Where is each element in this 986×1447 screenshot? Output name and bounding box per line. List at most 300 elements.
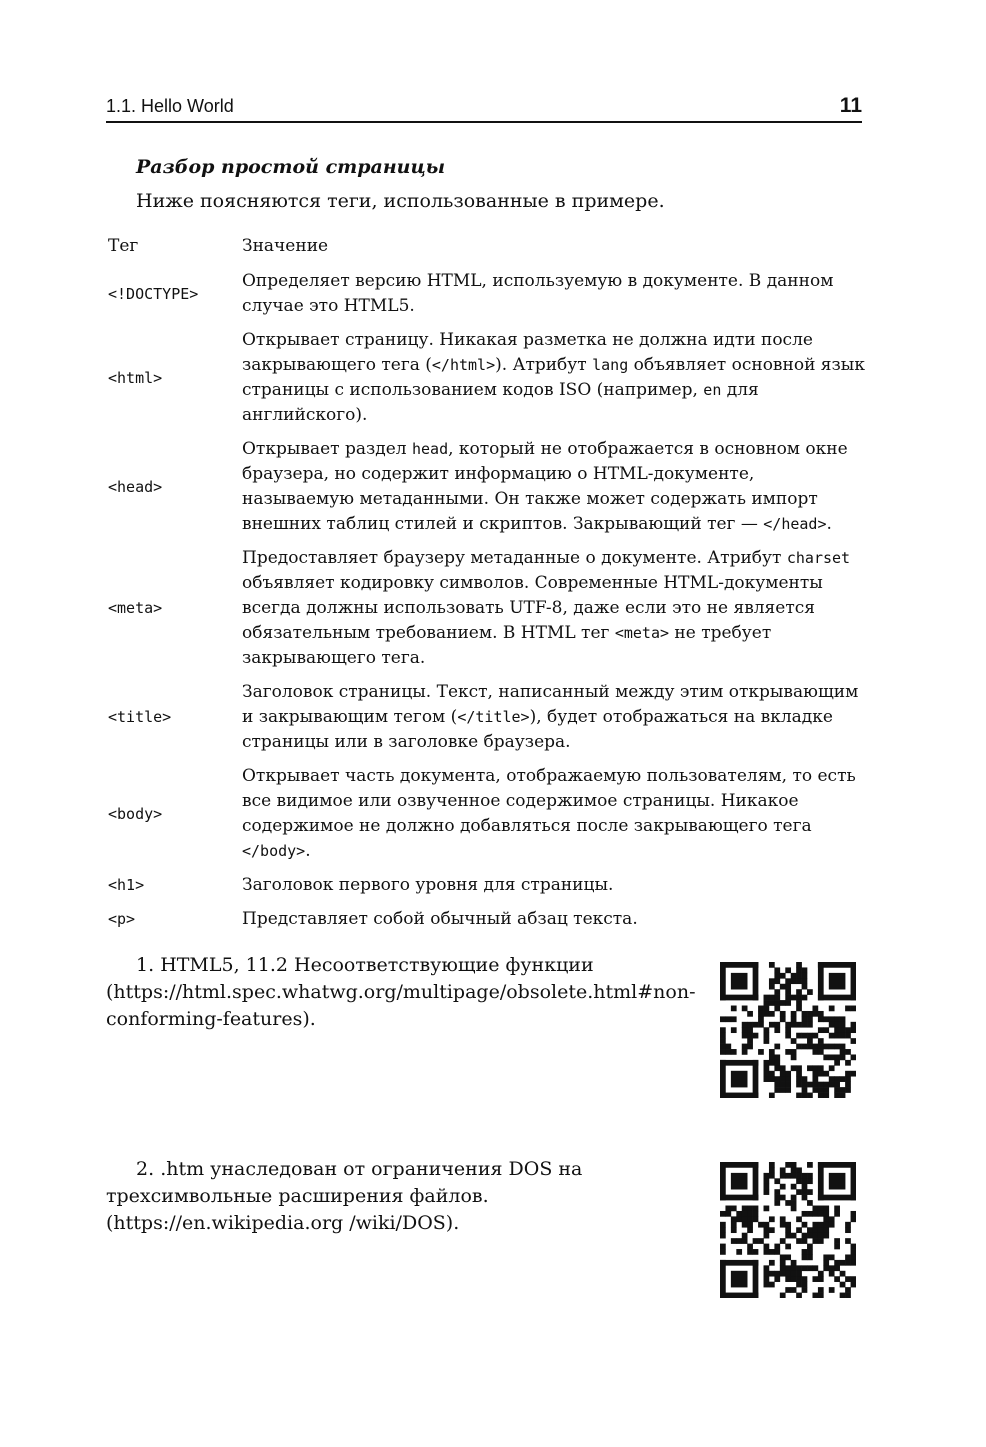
tag-description <box>242 680 868 764</box>
inline-code: charset <box>786 549 851 567</box>
qr-module <box>753 1249 759 1255</box>
qr-module <box>780 1071 786 1077</box>
qr-module <box>845 1276 851 1282</box>
qr-module <box>747 1211 753 1217</box>
qr-module <box>834 1276 840 1282</box>
qr-module <box>796 1178 802 1184</box>
qr-module <box>818 962 824 1000</box>
description-text: ). Атрибут <box>495 355 593 375</box>
description-text: Определяет версию HTML, используемую в документе. В данном случае это HTML5. <box>242 271 834 316</box>
qr-module <box>791 1276 797 1282</box>
qr-module <box>742 1027 748 1033</box>
qr-module <box>802 1093 808 1098</box>
footnote-text: HTML5, 11.2 Несоответствующие функции (https://html.spec.whatwg.org/multipage/obsolete.html#non-conforming-features). <box>106 954 696 1030</box>
qr-module <box>742 1233 748 1239</box>
qr-module <box>796 1189 802 1195</box>
qr-module <box>812 1222 818 1228</box>
qr-module <box>747 1022 753 1028</box>
qr-module <box>747 1227 753 1233</box>
qr-module <box>720 1293 758 1298</box>
qr-module <box>791 973 797 979</box>
qr-module <box>731 1271 748 1288</box>
qr-module <box>785 1222 791 1228</box>
qr-module <box>802 1189 808 1195</box>
qr-module <box>758 1222 764 1228</box>
qr-module <box>725 1206 731 1212</box>
description-text: Открывает раздел <box>242 439 412 459</box>
qr-module <box>823 1254 829 1260</box>
qr-module <box>851 962 856 1000</box>
qr-module <box>753 1238 759 1244</box>
qr-module <box>834 1244 840 1250</box>
section-intro: Ниже поясняются теги, использованные в примере. <box>136 190 665 212</box>
tag-description <box>242 437 868 546</box>
qr-module <box>812 1006 818 1012</box>
qr-module <box>851 1071 856 1077</box>
qr-module <box>731 1016 737 1022</box>
qr-module <box>845 1033 851 1039</box>
qr-module <box>785 984 791 990</box>
qr-module <box>818 1287 824 1293</box>
qr-module <box>812 1276 818 1282</box>
qr-module <box>823 1071 829 1077</box>
qr-module <box>818 1093 824 1098</box>
qr-module <box>818 1211 824 1217</box>
qr-module <box>791 1065 797 1071</box>
qr-module <box>796 1044 802 1050</box>
qr-module <box>829 1033 835 1039</box>
description-text: объявляет кодировку символов. Современные HTML-документы всегда должны использовать UTF-8, даже если это не является обязательным требованием. В HTML тег <box>242 573 823 643</box>
qr-module <box>780 1167 786 1173</box>
qr-module <box>802 1222 808 1228</box>
qr-module <box>796 962 802 968</box>
qr-module <box>791 1038 797 1044</box>
qr-module <box>818 1206 824 1212</box>
qr-module <box>802 1238 808 1244</box>
tag-table <box>108 234 868 941</box>
qr-module <box>785 1000 791 1006</box>
qr-module <box>823 1206 829 1212</box>
footnote-1 <box>106 952 696 1033</box>
qr-module <box>758 1049 764 1055</box>
qr-module <box>780 973 786 979</box>
qr-module <box>774 1276 780 1282</box>
qr-module <box>796 967 802 973</box>
qr-module <box>731 1173 748 1190</box>
qr-module <box>769 1173 775 1179</box>
qr-module <box>791 1167 797 1173</box>
qr-module <box>780 1184 786 1190</box>
tag-name: <title> <box>108 708 172 726</box>
qr-module <box>818 1087 824 1093</box>
qr-module <box>807 1065 813 1071</box>
qr-module <box>747 1038 753 1044</box>
inline-code: <meta> <box>614 624 670 642</box>
qr-module <box>818 1065 824 1071</box>
qr-module <box>829 1016 835 1022</box>
qr-module <box>731 973 748 990</box>
qr-module <box>747 1206 753 1212</box>
description-text: Представляет собой обычный абзац текста. <box>242 909 638 929</box>
qr-module <box>774 1027 780 1033</box>
qr-module <box>851 1006 856 1012</box>
qr-module <box>764 1222 770 1228</box>
qr-module <box>785 1162 791 1168</box>
qr-module <box>807 1244 813 1250</box>
qr-module <box>818 1071 824 1077</box>
qr-module <box>818 1238 824 1244</box>
section-title: Разбор простой страницы <box>136 156 446 178</box>
qr-module <box>785 1287 791 1293</box>
qr-module <box>747 1249 753 1255</box>
qr-module <box>785 1227 791 1233</box>
qr-module <box>823 1087 829 1093</box>
qr-module <box>807 1189 813 1195</box>
qr-module <box>834 1211 840 1217</box>
qr-module <box>796 1093 802 1098</box>
qr-module <box>769 1076 775 1082</box>
footnote-text: .htm унаследован от ограничения DOS на трехсимвольные расширения файлов. (https://en.wikipedia.org /wiki/DOS). <box>106 1158 583 1234</box>
qr-module <box>774 1087 780 1093</box>
qr-module <box>802 1044 808 1050</box>
qr-module <box>780 1000 786 1006</box>
tag-description <box>242 873 868 907</box>
qr-module <box>785 1027 791 1033</box>
qr-module <box>796 1282 802 1288</box>
qr-module <box>823 1265 829 1271</box>
qr-module <box>802 1195 808 1201</box>
qr-module <box>812 1293 818 1298</box>
qr-module <box>851 1244 856 1250</box>
qr-module <box>720 995 758 1001</box>
qr-module <box>796 1173 802 1179</box>
qr-module <box>807 1162 813 1168</box>
qr-module <box>764 1076 770 1082</box>
qr-module <box>791 1287 797 1293</box>
qr-module <box>834 1027 840 1033</box>
qr-module <box>720 1016 726 1022</box>
qr-module <box>774 1000 780 1006</box>
qr-module <box>769 984 775 990</box>
qr-module <box>720 1033 726 1039</box>
qr-module <box>720 1211 726 1217</box>
qr-module <box>791 1184 797 1190</box>
qr-module <box>769 1093 775 1098</box>
qr-module <box>774 995 780 1001</box>
description-text: не требует закрывающего тега. <box>242 623 772 668</box>
qr-module <box>764 1184 770 1190</box>
qr-module <box>785 1200 791 1206</box>
qr-module <box>829 1222 835 1228</box>
qr-module <box>764 1173 770 1179</box>
qr-module <box>769 995 775 1001</box>
running-header <box>106 94 862 123</box>
qr-module <box>796 1265 802 1271</box>
qr-module <box>840 1271 846 1277</box>
qr-module <box>764 1206 770 1212</box>
qr-module <box>796 1271 802 1277</box>
qr-module <box>851 1282 856 1288</box>
qr-module <box>720 1027 726 1033</box>
inline-code: lang <box>592 356 629 374</box>
qr-module <box>785 989 791 995</box>
qr-module <box>774 1022 780 1028</box>
qr-module <box>834 1082 840 1088</box>
qr-module <box>812 1211 818 1217</box>
qr-module <box>791 1195 797 1201</box>
qr-module <box>774 967 780 973</box>
qr-module <box>802 984 808 990</box>
qr-module <box>845 1006 851 1012</box>
inline-code: </html> <box>431 356 496 374</box>
qr-module <box>720 1195 758 1201</box>
chapter-title: 1.1. Hello World <box>106 96 234 116</box>
qr-module <box>807 1016 813 1022</box>
qr-module <box>812 1082 818 1088</box>
qr-module <box>823 1054 829 1060</box>
tag-name: <h1> <box>108 876 145 894</box>
description-text: ), будет отображаться на вкладке страницы или в заголовке браузера. <box>242 707 833 752</box>
qr-module <box>780 1254 786 1260</box>
qr-module <box>796 1276 802 1282</box>
qr-module <box>840 1016 846 1022</box>
qr-module <box>758 1022 764 1028</box>
qr-module <box>812 1065 818 1071</box>
qr-module <box>834 1093 840 1098</box>
qr-module <box>742 1238 748 1244</box>
tag-name: <p> <box>108 910 136 928</box>
qr-module <box>845 1287 851 1293</box>
qr-module <box>818 1027 824 1033</box>
qr-module <box>764 1178 770 1184</box>
qr-module <box>742 1216 748 1222</box>
qr-module <box>829 1254 835 1260</box>
qr-module <box>851 1054 856 1060</box>
qr-module <box>764 1189 770 1195</box>
inline-code: </head> <box>763 515 827 533</box>
column-header-tag: Тег <box>108 236 139 256</box>
qr-module <box>796 1000 802 1006</box>
qr-module <box>720 1060 726 1098</box>
qr-module <box>807 1082 813 1088</box>
qr-module <box>818 1233 824 1239</box>
qr-module <box>802 1082 808 1088</box>
qr-module <box>818 1049 824 1055</box>
qr-module <box>845 1027 851 1033</box>
qr-module <box>802 1033 808 1039</box>
qr-module <box>769 1054 775 1060</box>
qr-module <box>840 1022 846 1028</box>
qr-module <box>840 1044 846 1050</box>
qr-module <box>840 1293 846 1298</box>
qr-module <box>720 1044 726 1050</box>
qr-module <box>769 1260 775 1266</box>
qr-module <box>802 1011 808 1017</box>
qr-module <box>785 995 791 1001</box>
qr-module <box>829 973 846 990</box>
qr-module <box>725 1016 731 1022</box>
qr-module <box>796 1293 802 1298</box>
qr-module <box>812 1071 818 1077</box>
table-row <box>108 680 868 764</box>
qr-module <box>774 1076 780 1082</box>
qr-module <box>834 1022 840 1028</box>
qr-module <box>753 1260 759 1298</box>
qr-module <box>802 1211 808 1217</box>
qr-module <box>796 973 802 979</box>
qr-module <box>774 1178 780 1184</box>
qr-module <box>829 1022 835 1028</box>
qr-module <box>802 1016 808 1022</box>
qr-module <box>834 1060 840 1066</box>
qr-module <box>807 1093 813 1098</box>
qr-module <box>851 1216 856 1222</box>
qr-module <box>785 978 791 984</box>
description-text: Заголовок первого уровня для страницы. <box>242 875 614 895</box>
qr-module <box>823 1093 829 1098</box>
qr-module <box>742 1022 748 1028</box>
qr-module <box>785 1033 791 1039</box>
qr-module <box>764 1244 770 1250</box>
qr-module <box>774 978 780 984</box>
qr-module <box>802 1254 808 1260</box>
qr-module <box>764 1060 770 1066</box>
qr-module <box>753 1216 759 1222</box>
qr-module <box>720 962 758 968</box>
qr-module <box>764 1233 770 1239</box>
qr-module <box>812 1233 818 1239</box>
qr-module <box>845 1227 851 1233</box>
tag-name: <html> <box>108 368 163 387</box>
qr-module <box>780 1082 786 1088</box>
inline-code: head <box>411 440 449 458</box>
qr-module <box>829 1265 835 1271</box>
qr-module <box>834 1265 840 1271</box>
qr-module <box>807 1178 813 1184</box>
qr-module <box>818 1222 824 1228</box>
qr-module <box>796 1022 802 1028</box>
qr-module <box>753 962 759 1000</box>
qr-module <box>796 995 802 1001</box>
qr-module <box>845 1222 851 1228</box>
qr-module <box>823 1222 829 1228</box>
qr-module <box>785 1265 791 1271</box>
qr-module <box>812 1049 818 1055</box>
inline-code: </title> <box>457 708 530 726</box>
column-header-value: Значение <box>242 236 329 256</box>
qr-module <box>791 1173 797 1179</box>
qr-module <box>840 1054 846 1060</box>
qr-module <box>774 1195 780 1201</box>
qr-module <box>807 1254 813 1260</box>
qr-module <box>791 1206 797 1212</box>
qr-module <box>829 1076 835 1082</box>
qr-module <box>812 1033 818 1039</box>
qr-module <box>764 1071 770 1077</box>
qr-module <box>818 1016 824 1022</box>
qr-module <box>807 1044 813 1050</box>
qr-module <box>834 1076 840 1082</box>
qr-module <box>720 962 726 1000</box>
qr-module <box>774 1082 780 1088</box>
qr-module <box>818 1082 824 1088</box>
qr-module <box>720 1260 726 1298</box>
qr-module <box>802 1249 808 1255</box>
table-row <box>108 907 868 941</box>
table-row <box>108 546 868 680</box>
qr-module <box>829 1216 835 1222</box>
qr-module <box>780 1087 786 1093</box>
qr-module <box>731 1071 748 1088</box>
qr-module <box>785 1173 791 1179</box>
qr-module <box>818 1162 824 1200</box>
qr-module <box>807 989 813 995</box>
qr-module <box>845 1260 851 1266</box>
qr-module <box>845 1071 851 1077</box>
qr-module <box>774 1189 780 1195</box>
qr-module <box>796 1065 802 1071</box>
qr-module <box>769 1227 775 1233</box>
qr-module <box>796 1216 802 1222</box>
qr-module <box>791 1260 797 1266</box>
qr-module <box>812 1076 818 1082</box>
qr-module <box>802 978 808 984</box>
qr-module <box>785 1233 791 1239</box>
qr-module <box>780 1065 786 1071</box>
qr-module <box>845 1087 851 1093</box>
qr-module <box>807 1038 813 1044</box>
qr-module <box>829 1082 835 1088</box>
qr-module <box>807 1211 813 1217</box>
qr-module <box>769 1249 775 1255</box>
qr-module <box>742 1206 748 1212</box>
qr-module <box>845 1076 851 1082</box>
qr-module <box>802 973 808 979</box>
qr-module <box>834 1044 840 1050</box>
qr-module <box>764 1011 770 1017</box>
qr-module <box>769 1049 775 1055</box>
qr-module <box>720 1060 758 1066</box>
qr-module <box>769 1271 775 1277</box>
qr-module <box>736 1249 742 1255</box>
qr-module <box>785 1244 791 1250</box>
qr-module <box>742 1211 748 1217</box>
qr-module <box>823 1016 829 1022</box>
description-text: Заголовок страницы. Текст, написанный между этим открывающим и закрывающим тегом ( <box>242 682 859 727</box>
tag-description <box>242 764 868 873</box>
qr-module <box>851 1022 856 1028</box>
qr-module <box>780 1222 786 1228</box>
qr-module <box>791 978 797 984</box>
qr-module <box>720 1093 758 1098</box>
qr-module <box>736 1238 742 1244</box>
qr-module <box>840 1027 846 1033</box>
qr-module <box>834 1033 840 1039</box>
qr-pattern <box>720 962 856 1098</box>
qr-module <box>823 1082 829 1088</box>
qr-module <box>769 1162 775 1168</box>
qr-module <box>774 1044 780 1050</box>
qr-module <box>834 1238 840 1244</box>
qr-module <box>818 1038 824 1044</box>
qr-module <box>829 1173 846 1190</box>
description-text: для английского). <box>242 380 759 425</box>
qr-module <box>774 1060 780 1066</box>
qr-module <box>731 1049 737 1055</box>
qr-module <box>851 1276 856 1282</box>
description-text: Предоставляет браузеру метаданные о документе. Атрибут <box>242 548 787 568</box>
qr-module <box>807 1200 813 1206</box>
